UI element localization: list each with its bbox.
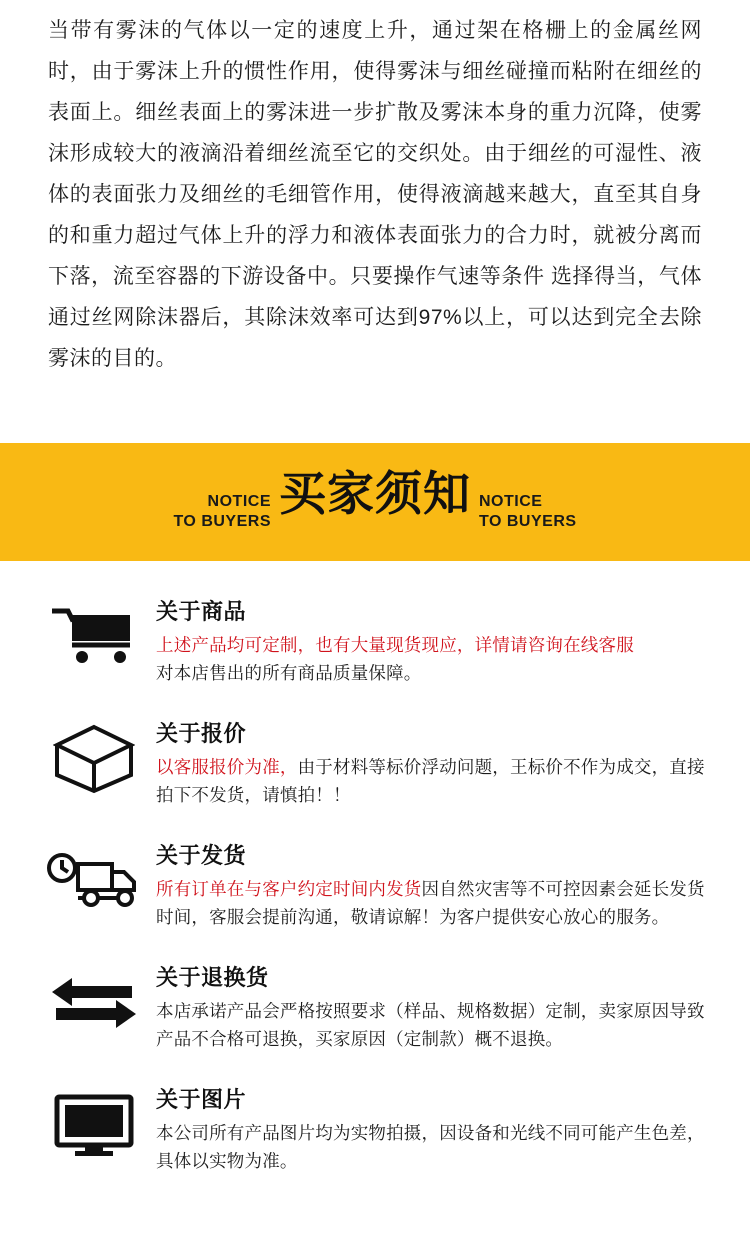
notice-banner	[0, 443, 750, 561]
notice-item-shipping-rest: 因自然灾害等不可控因素会延长发货时间，客服会提前沟通，敬请谅解！为客户提供安心放心的服务。	[156, 879, 705, 927]
notice-item-quote-highlight: 以客服报价为准，	[156, 757, 298, 777]
banner-right-english-line1: NOTICE	[479, 493, 543, 510]
notice-item-images-body	[148, 1085, 710, 1175]
notice-item-product-line2: 对本店售出的所有商品质量保障。	[156, 663, 422, 683]
notice-item-quote-body	[148, 719, 710, 809]
notice-item-returns-title: 关于退换货	[156, 965, 269, 990]
notice-item-returns-text: 本店承诺产品会严格按照要求（样品、规格数据）定制，卖家原因导致产品不合格可退换，买家原因（定制款）概不退换。	[156, 1001, 705, 1049]
intro-section	[0, 0, 750, 379]
intro-paragraph: 当带有雾沫的气体以一定的速度上升，通过架在格栅上的金属丝网时，由于雾沫上升的惯性作用，使得雾沫与细丝碰撞而粘附在细丝的表面上。细丝表面上的雾沫进一步扩散及雾沫本身的重力沉降，使雾沫形成较大的液滴沿着细丝流至它的交织处。由于细丝的可湿性、液体的表面张力及细丝的毛细管作用，使得液滴越来越大，直至其自身的和重力超过气体上升的浮力和液体表面张力的合力时，就被分离而下落，流至容器的下游设备中。只要操作气速等条件 选择得当，气体通过丝网除沫器后，其除沫效率可达到97%以上，可以达到完全去除雾沫的目的。	[48, 19, 702, 370]
notice-item-quote	[40, 719, 710, 809]
banner-left-english-line1: NOTICE	[207, 493, 271, 510]
notice-item-product-title: 关于商品	[156, 599, 247, 624]
notice-item-quote-rest: 由于材料等标价浮动问题，王标价不作为成交，直接拍下不发货，请慎拍！！	[156, 757, 705, 805]
banner-title: 买家须知	[279, 467, 471, 520]
notice-item-shipping-text	[156, 875, 710, 931]
notice-item-shipping-body	[148, 841, 710, 931]
banner-right-english-line2: TO BUYERS	[479, 513, 577, 530]
cart-icon	[40, 597, 148, 673]
notice-item-returns-body	[148, 963, 710, 1053]
notice-banner-inner	[173, 468, 576, 536]
notice-item-product	[40, 597, 710, 687]
box-icon	[40, 719, 148, 795]
notice-item-product-body	[148, 597, 710, 687]
notice-item-product-text	[156, 631, 710, 687]
notice-list	[0, 561, 750, 1175]
monitor-icon	[40, 1085, 148, 1161]
notice-item-shipping-highlight: 所有订单在与客户约定时间内发货	[156, 879, 422, 899]
notice-item-shipping-title: 关于发货	[156, 843, 247, 868]
notice-item-product-highlight: 上述产品均可定制，也有大量现货现应，详情请咨询在线客服	[156, 635, 634, 655]
notice-item-shipping	[40, 841, 710, 931]
notice-item-images	[40, 1085, 710, 1175]
banner-left-english	[173, 492, 271, 532]
exchange-arrows-icon	[40, 963, 148, 1039]
notice-item-images-title: 关于图片	[156, 1087, 247, 1112]
notice-item-quote-text	[156, 753, 710, 809]
banner-left-english-line2: TO BUYERS	[173, 513, 271, 530]
notice-item-images-text: 本公司所有产品图片均为实物拍摄，因设备和光线不同可能产生色差，具体以实物为准。	[156, 1123, 705, 1171]
notice-item-quote-title: 关于报价	[156, 721, 247, 746]
notice-item-returns	[40, 963, 710, 1053]
banner-right-english	[479, 492, 577, 532]
delivery-truck-icon	[40, 841, 148, 917]
